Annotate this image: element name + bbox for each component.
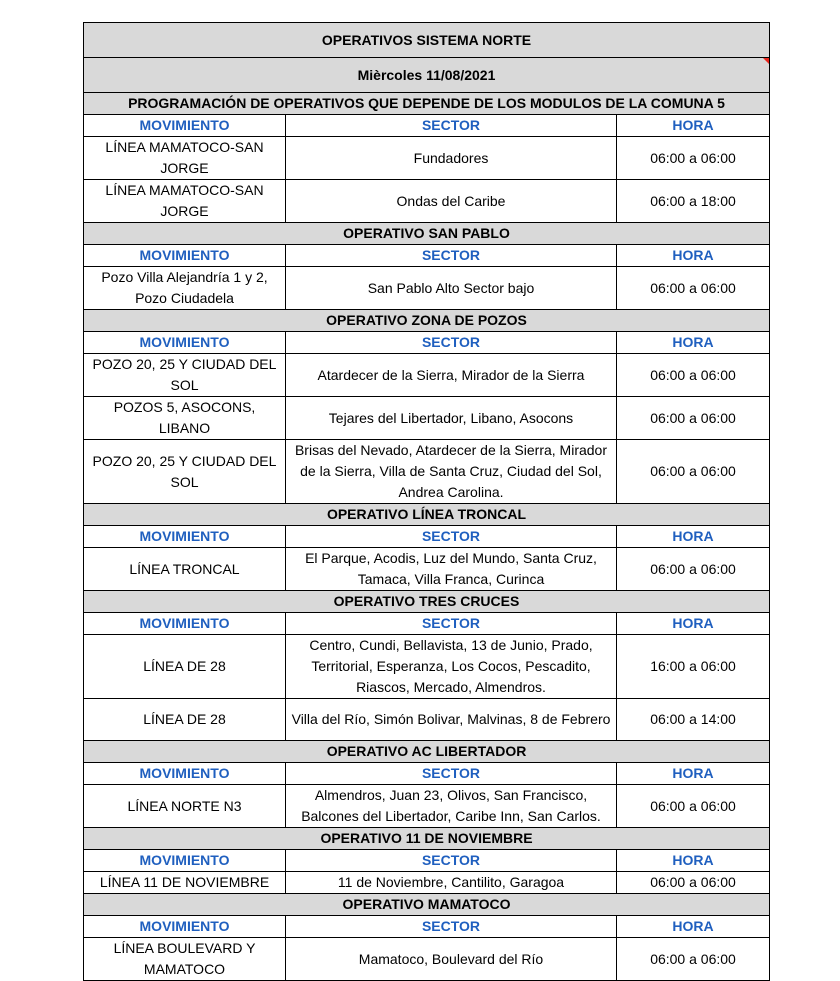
hora-cell: 06:00 a 14:00 xyxy=(617,699,770,741)
section-title: OPERATIVO LÍNEA TRONCAL xyxy=(84,504,770,526)
column-header-hora: HORA xyxy=(617,115,770,137)
section-title: OPERATIVO ZONA DE POZOS xyxy=(84,310,770,332)
table-row xyxy=(84,267,770,310)
movimiento-cell: LÍNEA NORTE N3 xyxy=(84,785,286,828)
movimiento-cell: POZO 20, 25 Y CIUDAD DEL SOL xyxy=(84,440,286,504)
section-row xyxy=(84,828,770,850)
column-header-movimiento: MOVIMIENTO xyxy=(84,916,286,938)
section-title: OPERATIVO AC LIBERTADOR xyxy=(84,741,770,763)
column-header-row xyxy=(84,916,770,938)
column-header-sector: SECTOR xyxy=(286,613,617,635)
column-header-hora: HORA xyxy=(617,526,770,548)
hora-cell: 06:00 a 06:00 xyxy=(617,137,770,180)
hora-cell: 06:00 a 06:00 xyxy=(617,938,770,981)
sector-cell: Ondas del Caribe xyxy=(286,180,617,223)
hora-cell: 06:00 a 06:00 xyxy=(617,267,770,310)
table-row xyxy=(84,440,770,504)
date-row xyxy=(84,58,770,93)
column-header-hora: HORA xyxy=(617,850,770,872)
column-header-movimiento: MOVIMIENTO xyxy=(84,850,286,872)
sector-cell: Almendros, Juan 23, Olivos, San Francisco, Balcones del Libertador, Caribe Inn, San Carlos. xyxy=(286,785,617,828)
hora-cell: 06:00 a 06:00 xyxy=(617,548,770,591)
section-title: OPERATIVO SAN PABLO xyxy=(84,223,770,245)
sector-cell: Centro, Cundi, Bellavista, 13 de Junio, Prado, Territorial, Esperanza, Los Cocos, Pescadito, Riascos, Mercado, Almendros. xyxy=(286,635,617,699)
table-row xyxy=(84,785,770,828)
column-header-sector: SECTOR xyxy=(286,763,617,785)
movimiento-cell: POZO 20, 25 Y CIUDAD DEL SOL xyxy=(84,354,286,397)
sector-cell: San Pablo Alto Sector bajo xyxy=(286,267,617,310)
sector-cell: Brisas del Nevado, Atardecer de la Sierra, Mirador de la Sierra, Villa de Santa Cruz, Ciudad del Sol, Andrea Carolina. xyxy=(286,440,617,504)
section-row xyxy=(84,223,770,245)
column-header-hora: HORA xyxy=(617,245,770,267)
column-header-movimiento: MOVIMIENTO xyxy=(84,245,286,267)
column-header-movimiento: MOVIMIENTO xyxy=(84,613,286,635)
hora-cell: 06:00 a 06:00 xyxy=(617,872,770,894)
movimiento-cell: LÍNEA DE 28 xyxy=(84,635,286,699)
table-row xyxy=(84,872,770,894)
table-row xyxy=(84,180,770,223)
hora-cell: 06:00 a 06:00 xyxy=(617,785,770,828)
table-row xyxy=(84,354,770,397)
column-header-sector: SECTOR xyxy=(286,115,617,137)
sheet-date-cell xyxy=(84,58,770,93)
table-row xyxy=(84,548,770,591)
hora-cell: 06:00 a 06:00 xyxy=(617,440,770,504)
sheet-title: OPERATIVOS SISTEMA NORTE xyxy=(84,23,770,58)
hora-cell: 06:00 a 06:00 xyxy=(617,354,770,397)
column-header-movimiento: MOVIMIENTO xyxy=(84,115,286,137)
hora-cell: 16:00 a 06:00 xyxy=(617,635,770,699)
movimiento-cell: Pozo Villa Alejandría 1 y 2, Pozo Ciudadela xyxy=(84,267,286,310)
operations-table xyxy=(83,22,770,981)
column-header-movimiento: MOVIMIENTO xyxy=(84,332,286,354)
column-header-row xyxy=(84,115,770,137)
hora-cell: 06:00 a 18:00 xyxy=(617,180,770,223)
movimiento-cell: LÍNEA DE 28 xyxy=(84,699,286,741)
sector-cell: Fundadores xyxy=(286,137,617,180)
hora-cell: 06:00 a 06:00 xyxy=(617,397,770,440)
column-header-row xyxy=(84,526,770,548)
operations-table-body xyxy=(84,23,770,981)
column-header-hora: HORA xyxy=(617,613,770,635)
column-header-sector: SECTOR xyxy=(286,916,617,938)
movimiento-cell: POZOS 5, ASOCONS, LIBANO xyxy=(84,397,286,440)
section-row xyxy=(84,591,770,613)
table-row xyxy=(84,635,770,699)
movimiento-cell: LÍNEA MAMATOCO-SAN JORGE xyxy=(84,137,286,180)
movimiento-cell: LÍNEA TRONCAL xyxy=(84,548,286,591)
column-header-sector: SECTOR xyxy=(286,850,617,872)
sector-cell: Villa del Río, Simón Bolivar, Malvinas, 8 de Febrero xyxy=(286,699,617,741)
section-row xyxy=(84,310,770,332)
column-header-row xyxy=(84,850,770,872)
section-row xyxy=(84,504,770,526)
column-header-sector: SECTOR xyxy=(286,526,617,548)
column-header-row xyxy=(84,245,770,267)
column-header-hora: HORA xyxy=(617,916,770,938)
movimiento-cell: LÍNEA MAMATOCO-SAN JORGE xyxy=(84,180,286,223)
sector-cell: 11 de Noviembre, Cantilito, Garagoa xyxy=(286,872,617,894)
sheet-date: Mièrcoles 11/08/2021 xyxy=(357,66,496,83)
movimiento-cell: LÍNEA BOULEVARD Y MAMATOCO xyxy=(84,938,286,981)
sector-cell: Mamatoco, Boulevard del Río xyxy=(286,938,617,981)
section-title: OPERATIVO TRES CRUCES xyxy=(84,591,770,613)
table-row xyxy=(84,699,770,741)
column-header-movimiento: MOVIMIENTO xyxy=(84,763,286,785)
column-header-row xyxy=(84,332,770,354)
movimiento-cell: LÍNEA 11 DE NOVIEMBRE xyxy=(84,872,286,894)
column-header-row xyxy=(84,763,770,785)
section-title: OPERATIVO 11 DE NOVIEMBRE xyxy=(84,828,770,850)
column-header-row xyxy=(84,613,770,635)
section-title: OPERATIVO MAMATOCO xyxy=(84,894,770,916)
sector-cell: Atardecer de la Sierra, Mirador de la Sierra xyxy=(286,354,617,397)
table-row xyxy=(84,137,770,180)
sheet-subtitle: PROGRAMACIÓN DE OPERATIVOS QUE DEPENDE DE LOS MODULOS DE LA COMUNA 5 xyxy=(84,93,770,115)
section-row xyxy=(84,894,770,916)
comment-indicator-icon xyxy=(763,58,769,64)
subtitle-row xyxy=(84,93,770,115)
section-row xyxy=(84,741,770,763)
sector-cell: El Parque, Acodis, Luz del Mundo, Santa Cruz, Tamaca, Villa Franca, Curinca xyxy=(286,548,617,591)
sector-cell: Tejares del Libertador, Libano, Asocons xyxy=(286,397,617,440)
column-header-movimiento: MOVIMIENTO xyxy=(84,526,286,548)
title-row xyxy=(84,23,770,58)
column-header-sector: SECTOR xyxy=(286,245,617,267)
table-row xyxy=(84,938,770,981)
column-header-sector: SECTOR xyxy=(286,332,617,354)
table-row xyxy=(84,397,770,440)
column-header-hora: HORA xyxy=(617,763,770,785)
column-header-hora: HORA xyxy=(617,332,770,354)
